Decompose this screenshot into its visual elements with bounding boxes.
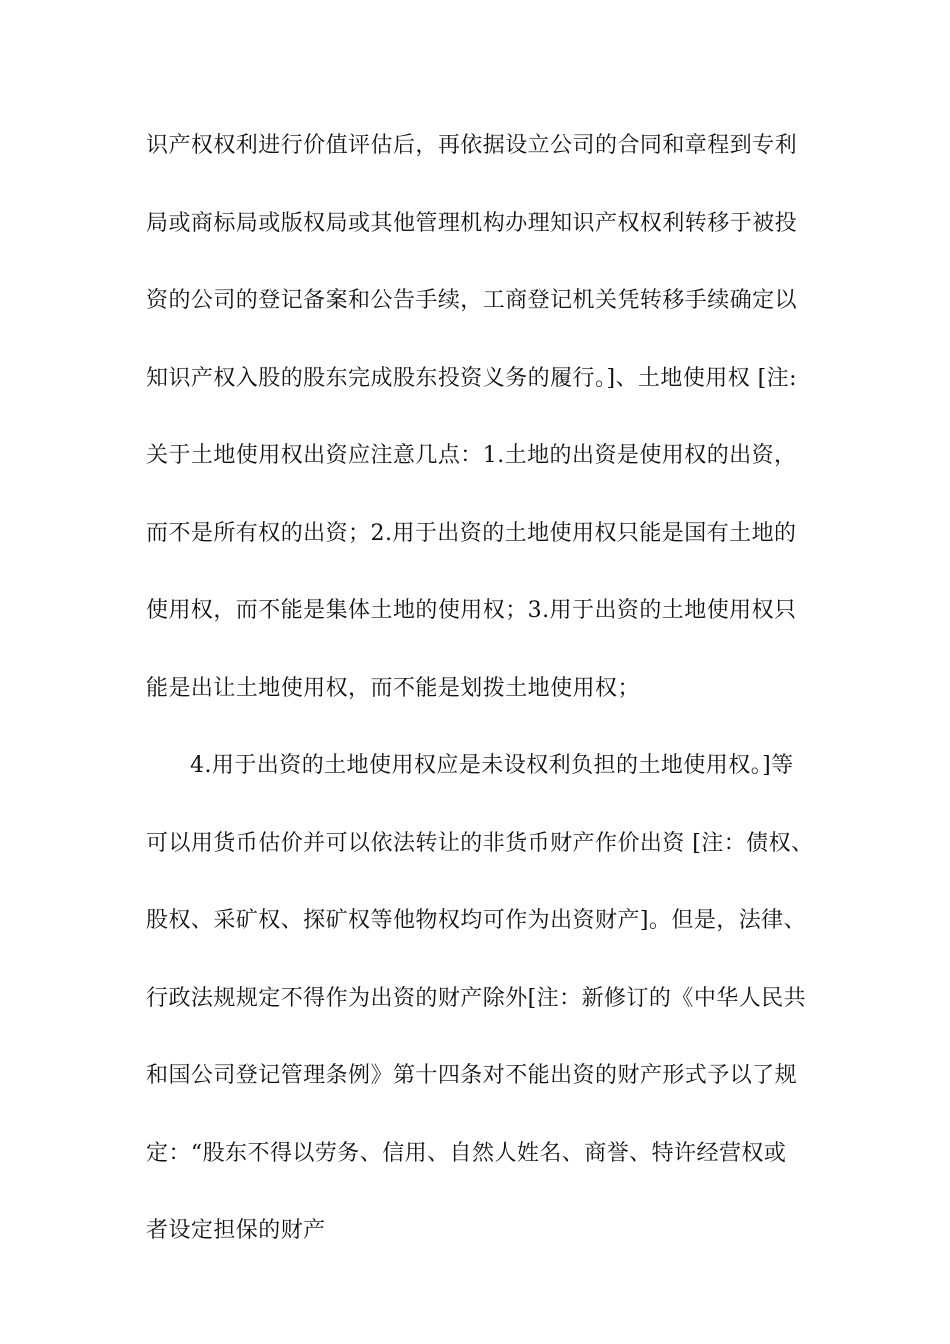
text-line: 能是出让土地使用权，而不能是划拨土地使用权； bbox=[146, 675, 640, 701]
text-line: 者设定担保的财产 bbox=[146, 1218, 326, 1243]
text-line: 可以用货币估价并可以依法转让的非货币财产作价出资 [注：债权、 bbox=[146, 830, 814, 856]
text-line: 知识产权入股的股东完成股东投资义务的履行。]、土地使用权 [注: bbox=[146, 365, 797, 391]
text-line: 行政法规规定不得作为出资的财产除外[注：新修订的《中华人民共 bbox=[146, 985, 807, 1011]
text-line: 和国公司登记管理条例》第十四条对不能出资的财产形式予以了规 bbox=[146, 1063, 798, 1088]
text-line-indented: 4.用于出资的土地使用权应是未设权利负担的土地使用权。]等 bbox=[190, 753, 794, 778]
text-line: 而不是所有权的出资；2.用于出资的土地使用权只能是国有土地的 bbox=[146, 520, 797, 546]
text-line: 识产权权利进行价值评估后，再依据设立公司的合同和章程到专利 bbox=[146, 133, 798, 158]
text-line: 使用权，而不能是集体土地的使用权；3.用于出资的土地使用权只 bbox=[146, 598, 797, 623]
text-line: 定：“股东不得以劳务、信用、自然人姓名、商誉、特许经营权或 bbox=[146, 1140, 787, 1166]
text-line: 局或商标局或版权局或其他管理机构办理知识产权权利转移于被投 bbox=[146, 210, 798, 236]
text-line: 关于土地使用权出资应注意几点：1.土地的出资是使用权的出资， bbox=[146, 443, 797, 468]
text-line: 资的公司的登记备案和公告手续，工商登记机关凭转移手续确定以 bbox=[146, 288, 798, 313]
body-text bbox=[146, 133, 826, 1296]
text-line: 股权、采矿权、探矿权等他物权均可作为出资财产]。但是，法律、 bbox=[146, 908, 807, 933]
